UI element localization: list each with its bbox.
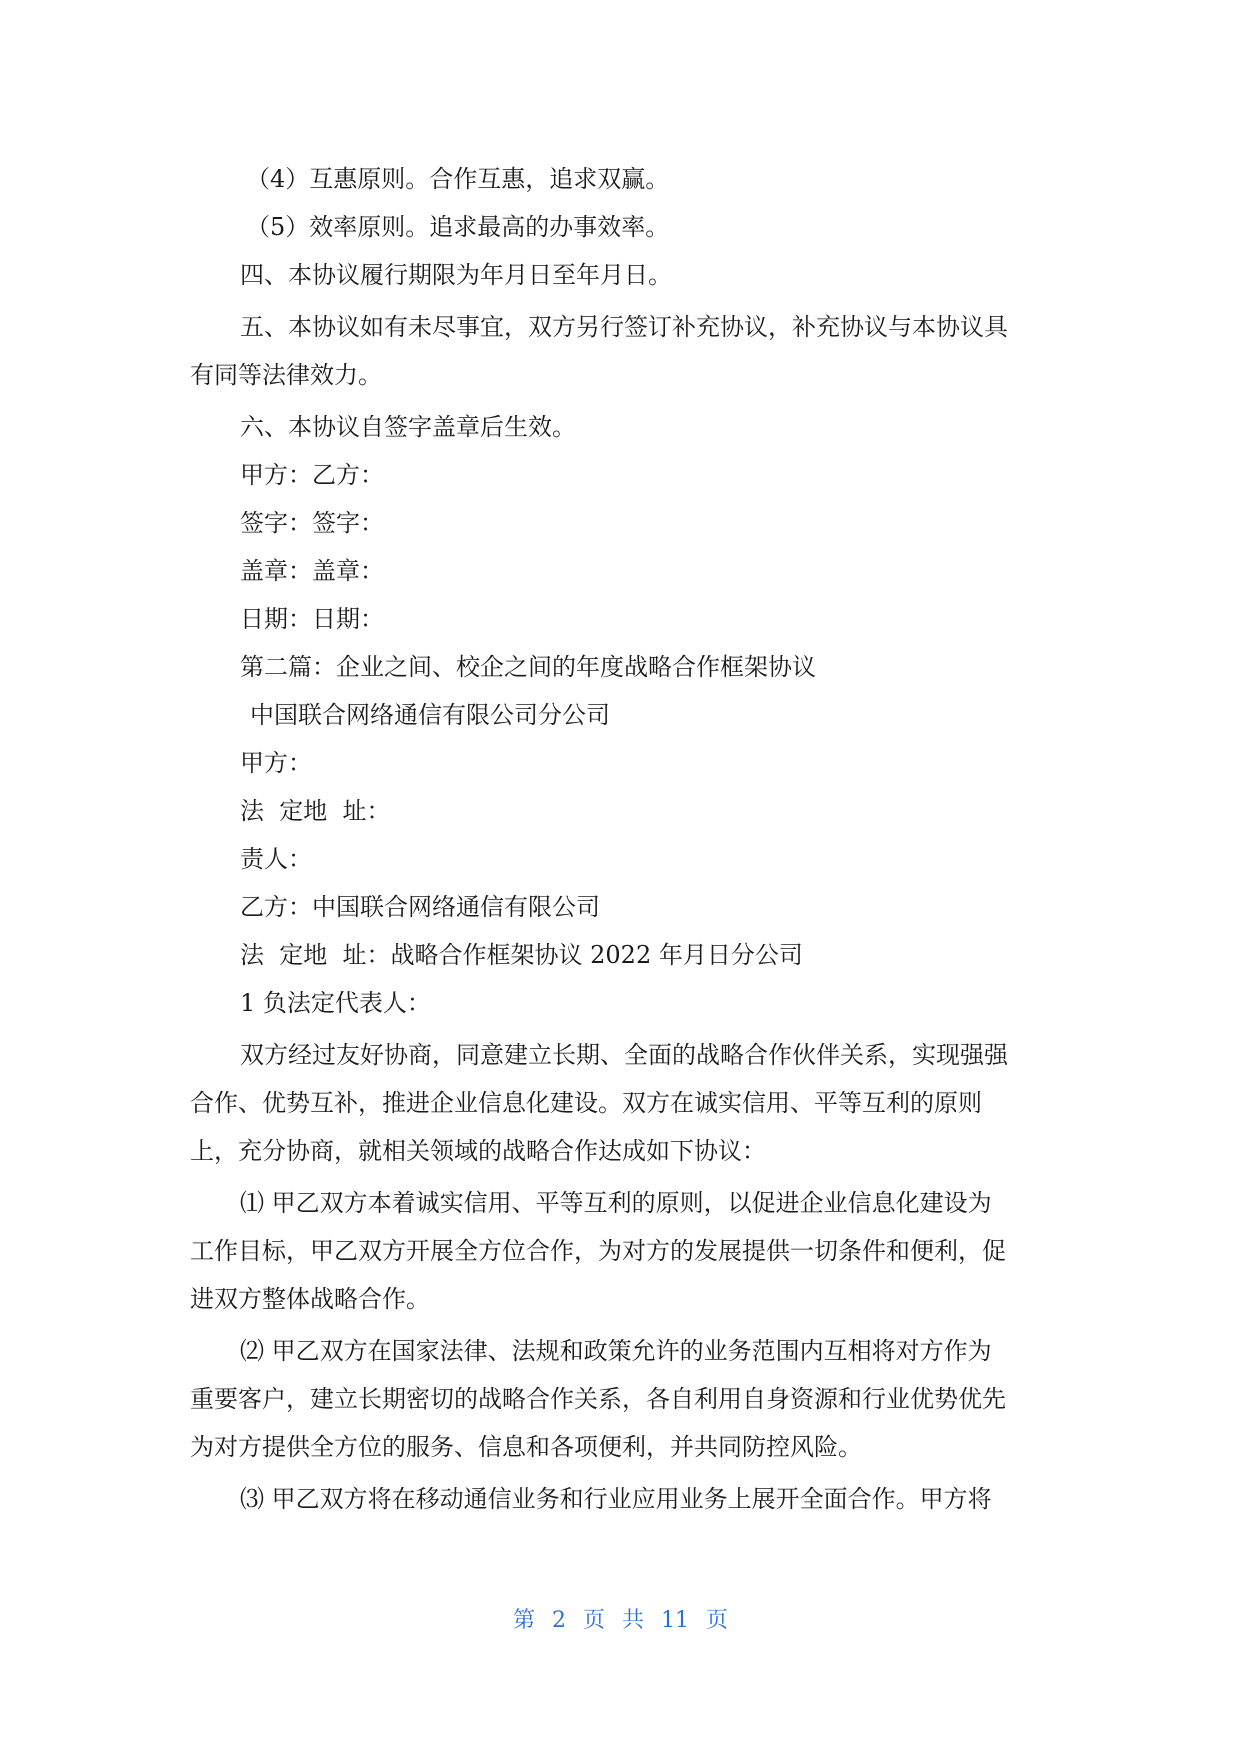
paragraph-principle-4: （4）互惠原则。合作互惠，追求双赢。 — [246, 165, 670, 193]
paragraph-item-2-line-1: ⑵ 甲乙双方在国家法律、法规和政策允许的业务范围内互相将对方作为 — [240, 1337, 992, 1365]
party-b: 乙方：中国联合网络通信有限公司 — [240, 893, 600, 921]
legal-representative: 1 负法定代表人： — [240, 989, 431, 1017]
footer-label-total: 共 — [622, 1608, 645, 1633]
paragraph-preamble-line-1: 双方经过友好协商，同意建立长期、全面的战略合作伙伴关系，实现强强 — [240, 1041, 1008, 1069]
footer-label-total-unit: 页 — [706, 1608, 729, 1633]
signature-parties: 甲方：乙方： — [240, 461, 384, 489]
footer-total-pages: 11 — [661, 1608, 690, 1633]
paragraph-item-1-line-2: 工作目标，甲乙双方开展全方位合作，为对方的发展提供一切条件和便利，促 — [190, 1237, 1006, 1265]
paragraph-preamble-line-3: 上，充分协商，就相关领域的战略合作达成如下协议： — [190, 1137, 766, 1165]
paragraph-item-2-line-2: 重要客户，建立长期密切的战略合作关系，各自利用自身资源和行业优势优先 — [190, 1385, 1006, 1413]
party-b-address: 法 定地 址：战略合作框架协议 2022 年月日分公司 — [240, 941, 803, 969]
paragraph-item-1-line-1: ⑴ 甲乙双方本着诚实信用、平等互利的原则，以促进企业信息化建设为 — [240, 1189, 992, 1217]
paragraph-principle-5: （5）效率原则。追求最高的办事效率。 — [246, 213, 670, 241]
company-name: 中国联合网络通信有限公司分公司 — [250, 701, 610, 729]
paragraph-item-2-line-3: 为对方提供全方位的服务、信息和各项便利，并共同防控风险。 — [190, 1433, 862, 1461]
section-heading: 第二篇：企业之间、校企之间的年度战略合作框架协议 — [240, 653, 816, 681]
signature-seal: 盖章：盖章： — [240, 557, 384, 585]
paragraph-clause-5-line-1: 五、本协议如有未尽事宜，双方另行签订补充协议，补充协议与本协议具 — [240, 313, 1008, 341]
paragraph-preamble-line-2: 合作、优势互补，推进企业信息化建设。双方在诚实信用、平等互利的原则 — [190, 1089, 982, 1117]
signature-sign: 签字：签字： — [240, 509, 384, 537]
paragraph-clause-5-line-2: 有同等法律效力。 — [190, 361, 382, 389]
party-a: 甲方： — [240, 749, 312, 777]
party-a-address: 法 定地 址： — [240, 797, 391, 825]
party-a-responsible: 责人： — [240, 845, 312, 873]
paragraph-item-3-line-1: ⑶ 甲乙双方将在移动通信业务和行业应用业务上展开全面合作。甲方将 — [240, 1485, 992, 1513]
footer-current-page: 2 — [551, 1608, 566, 1633]
footer-label-page-unit: 页 — [582, 1608, 605, 1633]
signature-date: 日期：日期： — [240, 605, 384, 633]
paragraph-clause-4: 四、本协议履行期限为年月日至年月日。 — [240, 261, 672, 289]
footer-label-page: 第 — [512, 1608, 535, 1633]
paragraph-item-1-line-3: 进双方整体战略合作。 — [190, 1285, 430, 1313]
page-footer — [0, 1606, 1241, 1636]
paragraph-clause-6: 六、本协议自签字盖章后生效。 — [240, 413, 576, 441]
document-body — [190, 155, 1050, 1523]
